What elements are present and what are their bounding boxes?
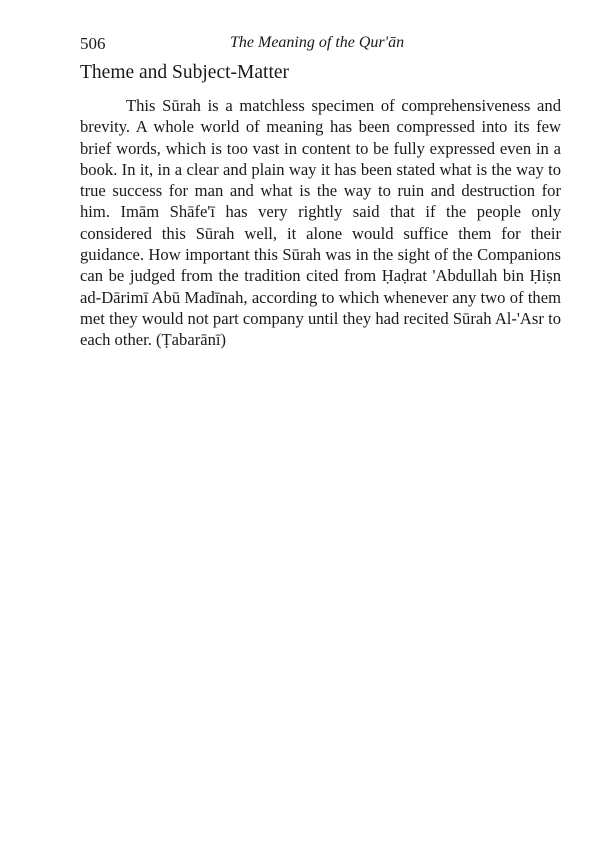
section-heading: Theme and Subject-Matter (80, 62, 290, 83)
running-title: The Meaning of the Qur'ān (230, 34, 405, 51)
body-paragraph: This Sūrah is a matchless specimen of comprehensiveness and brevity. A whole world of meaning has been compressed into its few brief words, which is too vast in content to be fully expressed even in a book. In it, in a clear and plain way it has been stated what is the way to true success for man and what is the way to ruin and destruction for him. Imām Shāfe'ī has very rightly said that if the people only considered this Sūrah well, it alone would suffice them for their guidance. How important this Sūrah was in the sight of the Companions can be judged from the tradition cited from Ḥaḍrat 'Abdullah bin Ḥiṣn ad-Dārimī Abū Madīnah, according to which whenever any two of them met they would not part company until they had recited Sūrah Al-'Asr to each other. (Ṭabarānī) (80, 96, 561, 350)
running-head (80, 34, 560, 54)
page-number: 506 (80, 34, 106, 53)
